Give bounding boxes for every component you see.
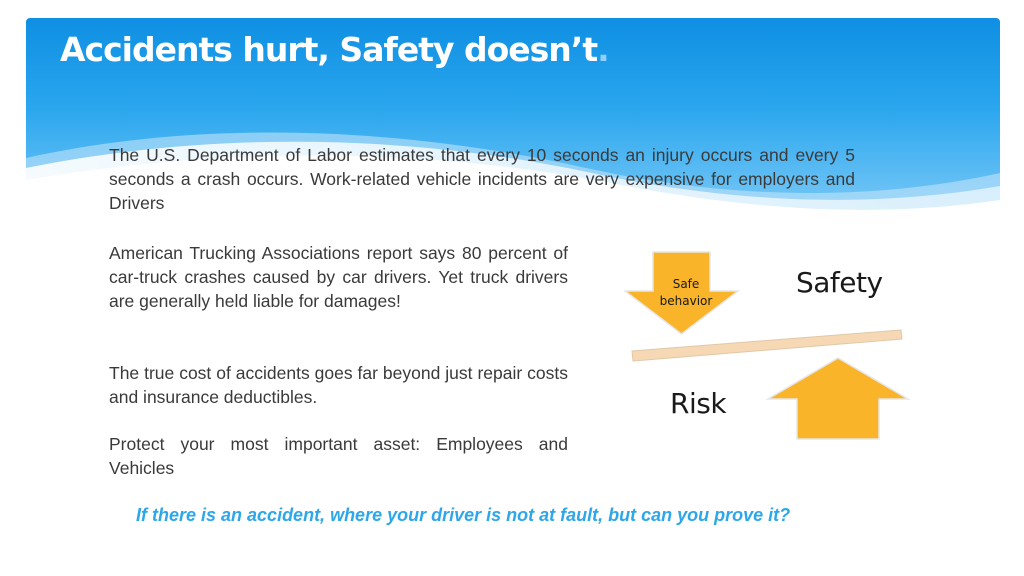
safe-behavior-line1: Safe	[672, 277, 700, 291]
cost-paragraph: The true cost of accidents goes far beyond just repair costs and insurance deductibles.	[109, 363, 568, 407]
up-arrow-icon	[768, 358, 908, 439]
slide-title-text: Accidents hurt, Safety doesn’t	[60, 30, 598, 69]
intro-paragraph: The U.S. Department of Labor estimates that every 10 seconds an injury occurs and every 5 seconds a crash occurs. Work-related vehicle incidents are very expensive for employers and Drivers	[109, 145, 855, 213]
seesaw-beam	[632, 330, 902, 361]
risk-label: Risk	[670, 387, 727, 420]
safety-label: Safety	[796, 266, 883, 299]
protect-paragraph: Protect your most important asset: Employees and Vehicles	[109, 434, 568, 478]
closing-question: If there is an accident, where your driver is not at fault, but can you prove it?	[136, 505, 791, 525]
safety-risk-diagram	[624, 248, 914, 444]
safe-behavior-line2: behavior	[659, 294, 713, 308]
trucking-paragraph: American Trucking Associations report says 80 percent of car-truck crashes caused by car drivers. Yet truck drivers are generally held liable for damages!	[109, 243, 568, 311]
safe-behavior-label	[646, 276, 726, 310]
slide-title-dot: .	[597, 30, 609, 69]
slide-title	[60, 30, 609, 69]
